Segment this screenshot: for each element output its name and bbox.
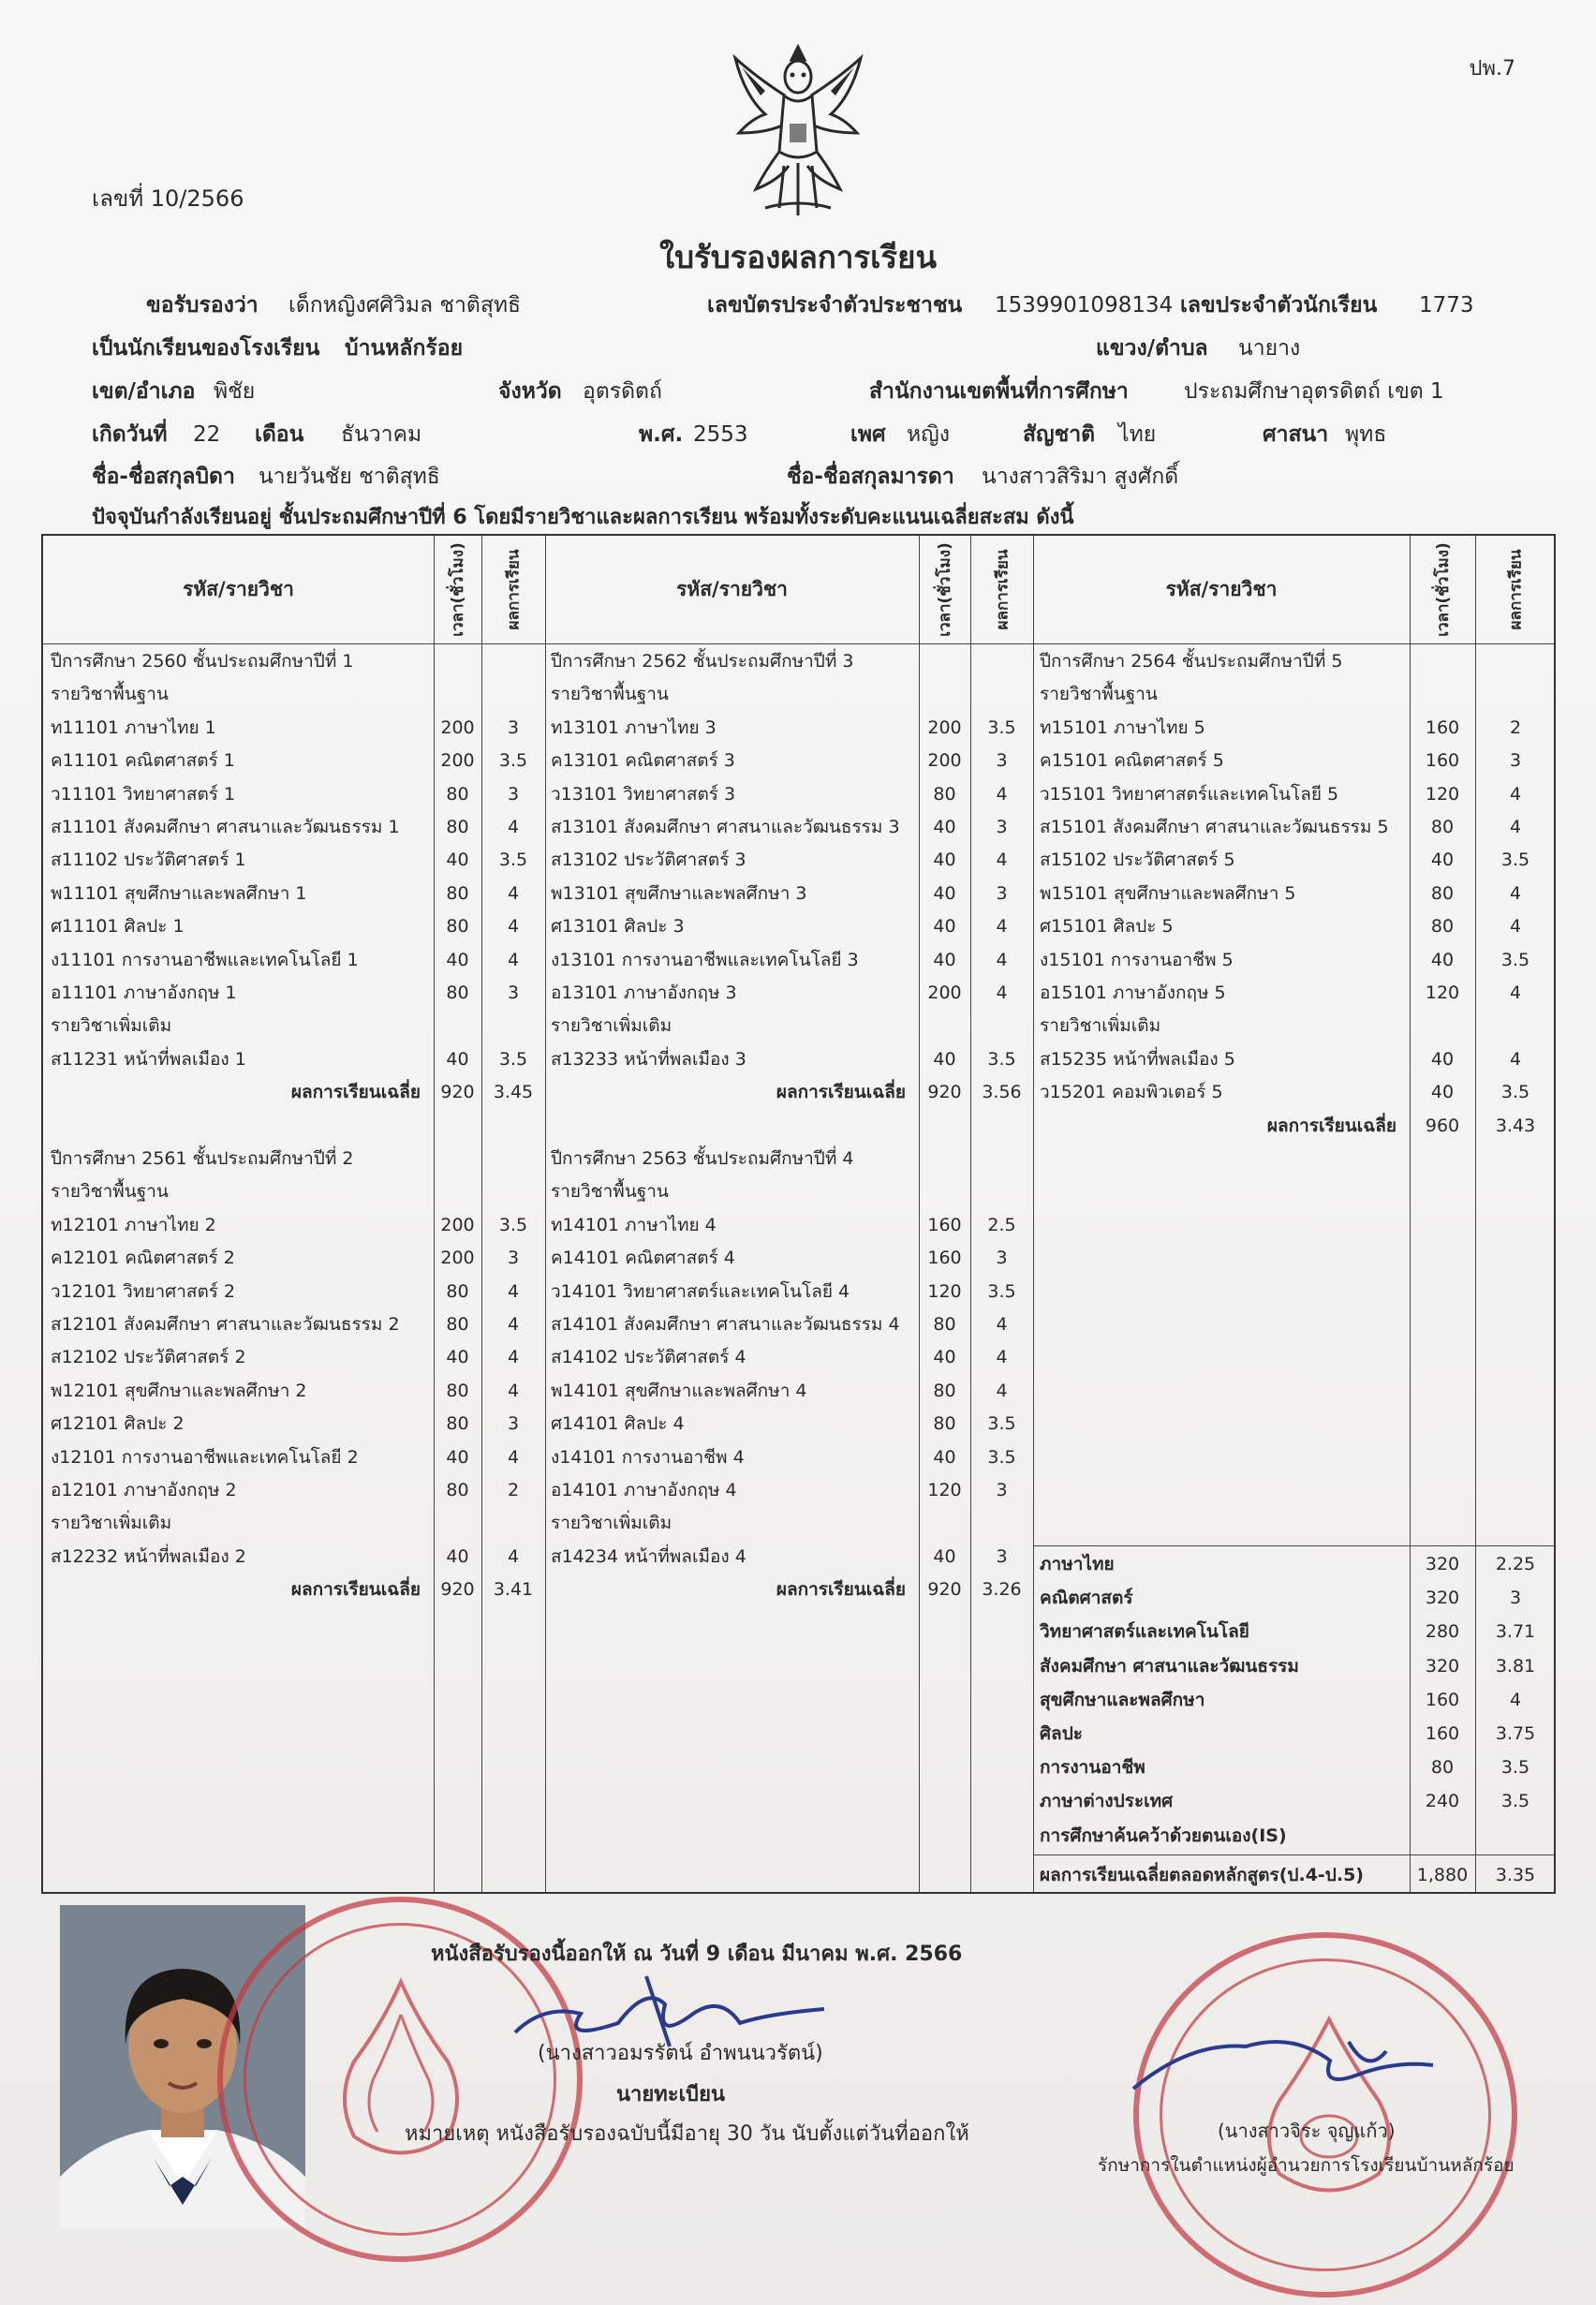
- section-heading: รายวิชาพื้นฐาน: [551, 1181, 669, 1203]
- subject-hours: 40: [1430, 949, 1455, 970]
- subject-grade: 4: [1509, 916, 1522, 938]
- garuda-emblem-icon: [728, 39, 868, 222]
- subject-hours: 40: [1430, 850, 1455, 871]
- area-office-label: สำนักงานเขตพื้นที่การศึกษา: [869, 379, 1129, 404]
- col-hours-header: เวลา(ชั่วโมง): [1433, 542, 1453, 637]
- subject-name: ค14101 คณิตศาสตร์ 4: [551, 1248, 735, 1269]
- subject-name: พ14101 สุขศึกษาและพลศึกษา 4: [551, 1380, 807, 1401]
- subject-grade: 3.5: [1500, 850, 1530, 871]
- subject-grade: 3: [996, 750, 1008, 772]
- section-heading: รายวิชาพื้นฐาน: [551, 684, 669, 705]
- subject-grade: 4: [507, 1446, 520, 1468]
- average-grade: 3.45: [493, 1082, 534, 1103]
- subject-grade: 3: [507, 717, 520, 738]
- subject-grade: 3: [507, 783, 520, 805]
- subject-group-name: การงานอาชีพ: [1040, 1757, 1145, 1779]
- subject-hours: 40: [1430, 1048, 1455, 1070]
- subject-hours: 40: [446, 850, 469, 871]
- subject-grade: 4: [507, 1545, 520, 1567]
- subject-name: ศ11101 ศิลปะ 1: [51, 916, 185, 938]
- subject-hours: 40: [446, 1347, 469, 1368]
- section-heading: รายวิชาเพิ่มเติม: [51, 1513, 172, 1534]
- overall-gpa-label: ผลการเรียนเฉลี่ยตลอดหลักสูตร(ป.4-ป.5): [1040, 1865, 1364, 1885]
- subject-name: ส12101 สังคมศึกษา ศาสนาและวัฒนธรรม 2: [51, 1314, 400, 1335]
- subject-grade: 3: [507, 1413, 520, 1435]
- subject-name: ส13233 หน้าที่พลเมือง 3: [551, 1048, 746, 1070]
- subject-grade: 3.5: [987, 1413, 1016, 1435]
- total-hours: 920: [927, 1082, 962, 1103]
- subject-name: ศ13101 ศิลปะ 3: [551, 916, 685, 938]
- registrar-name: (นางสาวอมรรัตน์ อำพนนวรัตน์): [538, 2042, 823, 2065]
- page-title: ใบรับรองผลการเรียน: [658, 239, 938, 275]
- subject-name: ส14234 หน้าที่พลเมือง 4: [551, 1545, 746, 1567]
- subject-name: ส11101 สังคมศึกษา ศาสนาและวัฒนธรรม 1: [51, 817, 400, 837]
- subject-hours: 200: [440, 1214, 475, 1235]
- total-hours: 920: [927, 1579, 962, 1601]
- subdistrict-label: แขวง/ตำบล: [1096, 336, 1208, 361]
- mother-name: นางสาวสิริมา สูงศักดิ์: [982, 465, 1179, 489]
- section-heading: รายวิชาเพิ่มเติม: [51, 1015, 172, 1037]
- average-label: ผลการเรียนเฉลี่ย: [290, 1579, 421, 1601]
- average-grade: 3.56: [982, 1082, 1022, 1103]
- subject-name: อ11101 ภาษาอังกฤษ 1: [51, 983, 237, 1003]
- registrar-title: นายทะเบียน: [616, 2083, 726, 2106]
- subject-grade: 4: [507, 1314, 520, 1335]
- subject-group-grade: 3: [1509, 1588, 1522, 1609]
- subject-name: ท12101 ภาษาไทย 2: [51, 1214, 216, 1235]
- total-hours: 920: [440, 1082, 475, 1103]
- subject-hours: 160: [927, 1248, 962, 1269]
- subject-grade: 4: [996, 916, 1008, 938]
- subject-name: ส15101 สังคมศึกษา ศาสนาและวัฒนธรรม 5: [1040, 817, 1389, 837]
- subject-group-name: ภาษาไทย: [1040, 1554, 1115, 1574]
- average-grade: 3.41: [493, 1579, 534, 1601]
- birth-day-label: เกิดวันที่: [92, 422, 168, 447]
- section-heading: ปีการศึกษา 2563 ชั้นประถมศึกษาปีที่ 4: [551, 1148, 854, 1169]
- subject-hours: 80: [446, 1480, 469, 1500]
- subject-grade: 4: [507, 817, 520, 837]
- subject-hours: 40: [933, 916, 956, 938]
- certify-label: ขอรับรองว่า: [146, 293, 259, 318]
- school-name: บ้านหลักร้อย: [345, 336, 464, 361]
- col-result-header: ผลการเรียน: [993, 549, 1012, 630]
- subject-hours: 40: [446, 1446, 469, 1468]
- subject-group-hours: 320: [1425, 1554, 1460, 1574]
- birth-month-label: เดือน: [255, 422, 304, 447]
- overall-gpa: 3.35: [1495, 1865, 1536, 1885]
- birth-month: ธันวาคม: [341, 422, 422, 447]
- subject-grade: 3: [996, 1545, 1008, 1567]
- average-grade: 3.43: [1495, 1115, 1536, 1136]
- overall-hours: 1,880: [1416, 1865, 1469, 1885]
- col-hours-header: เวลา(ชั่วโมง): [449, 542, 467, 637]
- subject-name: ง13101 การงานอาชีพและเทคโนโลยี 3: [551, 949, 859, 970]
- subject-hours: 80: [446, 783, 469, 805]
- subject-hours: 40: [933, 1048, 956, 1070]
- subject-hours: 40: [933, 850, 956, 871]
- subject-grade: 2.5: [987, 1214, 1016, 1235]
- subject-name: ส11102 ประวัติศาสตร์ 1: [51, 850, 246, 871]
- subject-hours: 200: [927, 717, 962, 738]
- subject-hours: 40: [933, 1446, 956, 1468]
- section-heading: ปีการศึกษา 2562 ชั้นประถมศึกษาปีที่ 3: [551, 651, 854, 672]
- col-subject-header: รหัส/รายวิชา: [183, 578, 294, 600]
- subject-hours: 80: [933, 783, 956, 805]
- subject-grade: 2: [507, 1480, 520, 1500]
- average-label: ผลการเรียนเฉลี่ย: [776, 1082, 906, 1103]
- subject-name: ท15101 ภาษาไทย 5: [1040, 717, 1205, 738]
- subject-hours: 200: [927, 983, 962, 1003]
- director-signature: [1115, 2004, 1452, 2107]
- subject-hours: 200: [440, 750, 475, 772]
- subject-name: ส12102 ประวัติศาสตร์ 2: [51, 1347, 246, 1368]
- subject-group-grade: 3.5: [1500, 1791, 1530, 1812]
- subject-group-hours: 160: [1425, 1723, 1460, 1744]
- average-label: ผลการเรียนเฉลี่ย: [290, 1082, 421, 1103]
- subject-group-name: วิทยาศาสตร์และเทคโนโลยี: [1040, 1621, 1249, 1643]
- issue-date: หนังสือรับรองนี้ออกให้ ณ วันที่ 9 เดือน มีนาคม พ.ศ. 2566: [431, 1943, 963, 1966]
- subject-grade: 2: [1509, 717, 1522, 738]
- subject-name: ส15102 ประวัติศาสตร์ 5: [1040, 850, 1235, 871]
- subject-name: ง15101 การงานอาชีพ 5: [1040, 949, 1234, 970]
- director-title: รักษาการในตำแหน่งผู้อำนวยการโรงเรียนบ้านหลักร้อย: [1098, 2155, 1515, 2176]
- document-number: เลขที่ 10/2566: [92, 185, 244, 212]
- subject-group-hours: 280: [1425, 1621, 1460, 1643]
- subject-name: ค11101 คณิตศาสตร์ 1: [51, 750, 235, 772]
- subject-name: ง14101 การงานอาชีพ 4: [551, 1446, 745, 1468]
- subject-name: ว15101 วิทยาศาสตร์และเทคโนโลยี 5: [1040, 783, 1339, 805]
- section-heading: รายวิชาเพิ่มเติม: [551, 1513, 672, 1534]
- subject-grade: 3: [996, 817, 1008, 837]
- district: พิชัย: [214, 379, 256, 404]
- subject-grade: 4: [996, 1380, 1008, 1401]
- subject-group-grade: 3.5: [1500, 1757, 1530, 1779]
- subject-group-name: ศิลปะ: [1040, 1723, 1083, 1744]
- subject-name: อ13101 ภาษาอังกฤษ 3: [551, 983, 737, 1003]
- subject-hours: 40: [933, 817, 956, 837]
- subject-hours: 120: [1425, 783, 1460, 805]
- subject-grade: 3.5: [987, 1280, 1016, 1302]
- subject-grade: 3: [996, 1480, 1008, 1500]
- total-hours: 920: [440, 1579, 475, 1601]
- subject-hours: 40: [933, 949, 956, 970]
- subject-hours: 40: [1430, 1082, 1455, 1103]
- section-heading: รายวิชาพื้นฐาน: [1040, 684, 1158, 705]
- subject-name: ส14101 สังคมศึกษา ศาสนาและวัฒนธรรม 4: [551, 1314, 900, 1335]
- subject-grade: 3: [507, 983, 520, 1003]
- form-code: ปพ.7: [1469, 57, 1515, 81]
- average-label: ผลการเรียนเฉลี่ย: [776, 1579, 906, 1601]
- subject-hours: 160: [927, 1214, 962, 1235]
- subject-grade: 4: [507, 1347, 520, 1368]
- subject-hours: 80: [1430, 916, 1455, 938]
- subject-name: พ13101 สุขศึกษาและพลศึกษา 3: [551, 882, 807, 904]
- section-heading: ปีการศึกษา 2564 ชั้นประถมศึกษาปีที่ 5: [1040, 651, 1343, 672]
- student-name: เด็กหญิงศศิวิมล ชาติสุทธิ: [288, 293, 522, 318]
- student-id: 1773: [1419, 293, 1474, 318]
- father-label: ชื่อ-ชื่อสกุลบิดา: [92, 465, 235, 489]
- nationality-label: สัญชาติ: [1023, 422, 1096, 447]
- subject-name: พ15101 สุขศึกษาและพลศึกษา 5: [1040, 882, 1296, 904]
- subject-name: ศ15101 ศิลปะ 5: [1040, 916, 1174, 938]
- subject-group-name: สุขศึกษาและพลศึกษา: [1040, 1689, 1205, 1710]
- subject-name: ท13101 ภาษาไทย 3: [551, 717, 717, 738]
- section-heading: รายวิชาเพิ่มเติม: [551, 1015, 672, 1037]
- subject-grade: 3.5: [498, 850, 528, 871]
- subject-grade: 4: [1509, 983, 1522, 1003]
- subject-group-name: คณิตศาสตร์: [1040, 1588, 1133, 1609]
- subject-name: ค15101 คณิตศาสตร์ 5: [1040, 750, 1224, 772]
- subject-grade: 3.5: [1500, 949, 1530, 970]
- subject-grade: 3.5: [987, 1048, 1016, 1070]
- mother-label: ชื่อ-ชื่อสกุลมารดา: [787, 465, 954, 489]
- subject-group-grade: 3.71: [1495, 1621, 1536, 1643]
- subject-grade: 4: [996, 1314, 1008, 1335]
- subject-name: ว14101 วิทยาศาสตร์และเทคโนโลยี 4: [551, 1280, 850, 1302]
- subject-grade: 3.5: [498, 1048, 528, 1070]
- subject-hours: 40: [446, 949, 469, 970]
- subject-hours: 40: [446, 1545, 469, 1567]
- subject-hours: 80: [933, 1380, 956, 1401]
- subject-name: ว13101 วิทยาศาสตร์ 3: [551, 783, 736, 805]
- subject-name: ส13102 ประวัติศาสตร์ 3: [551, 850, 746, 871]
- grade-table: [41, 534, 1556, 1894]
- subject-grade: 3: [1509, 750, 1522, 772]
- subject-hours: 40: [933, 1545, 956, 1567]
- subject-hours: 160: [1425, 717, 1460, 738]
- subject-grade: 3: [996, 1248, 1008, 1269]
- subject-group-grade: 4: [1509, 1689, 1522, 1710]
- sex-label: เพศ: [850, 422, 886, 447]
- subject-grade: 4: [507, 1380, 520, 1401]
- school-stamp-right: [1133, 1932, 1517, 2298]
- subject-name: ส12232 หน้าที่พลเมือง 2: [51, 1545, 246, 1567]
- subject-grade: 4: [996, 783, 1008, 805]
- subject-group-name: ภาษาต่างประเทศ: [1040, 1791, 1174, 1812]
- col-hours-header: เวลา(ชั่วโมง): [936, 542, 954, 637]
- subject-name: ส13101 สังคมศึกษา ศาสนาและวัฒนธรรม 3: [551, 817, 900, 837]
- section-heading: ปีการศึกษา 2561 ชั้นประถมศึกษาปีที่ 2: [51, 1148, 354, 1169]
- subject-hours: 120: [1425, 983, 1460, 1003]
- subject-name: ศ12101 ศิลปะ 2: [51, 1413, 185, 1435]
- subject-grade: 4: [1509, 783, 1522, 805]
- subject-group-grade: 3.81: [1495, 1655, 1536, 1677]
- subject-hours: 80: [1430, 817, 1455, 837]
- col-result-header: ผลการเรียน: [1506, 549, 1526, 630]
- section-heading: ปีการศึกษา 2560 ชั้นประถมศึกษาปีที่ 1: [51, 651, 354, 672]
- school-label: เป็นนักเรียนของโรงเรียน: [92, 336, 320, 361]
- province-label: จังหวัด: [498, 379, 562, 404]
- subject-name: อ14101 ภาษาอังกฤษ 4: [551, 1480, 737, 1500]
- birth-year: 2553: [693, 422, 748, 447]
- subject-hours: 120: [927, 1480, 962, 1500]
- subject-hours: 80: [446, 916, 469, 938]
- subject-hours: 200: [927, 750, 962, 772]
- subject-hours: 80: [446, 817, 469, 837]
- subject-hours: 80: [933, 1314, 956, 1335]
- subject-grade: 4: [507, 1280, 520, 1302]
- subject-name: ค12101 คณิตศาสตร์ 2: [51, 1248, 235, 1269]
- subject-grade: 4: [996, 850, 1008, 871]
- subject-name: ง11101 การงานอาชีพและเทคโนโลยี 1: [51, 949, 359, 970]
- subject-group-hours: 320: [1425, 1655, 1460, 1677]
- province: อุตรดิตถ์: [583, 379, 662, 404]
- average-grade: 3.26: [982, 1579, 1022, 1601]
- subject-name: ค13101 คณิตศาสตร์ 3: [551, 750, 735, 772]
- birth-day: 22: [193, 422, 221, 447]
- id-card-number: 1539901098134: [995, 293, 1174, 318]
- subject-hours: 80: [446, 882, 469, 904]
- subject-name: ว15201 คอมพิวเตอร์ 5: [1040, 1082, 1223, 1103]
- subject-name: ท14101 ภาษาไทย 4: [551, 1214, 717, 1235]
- subject-grade: 4: [1509, 817, 1522, 837]
- subject-name: พ11101 สุขศึกษาและพลศึกษา 1: [51, 882, 307, 904]
- father-name: นายวันชัย ชาติสุทธิ: [259, 465, 440, 489]
- subject-hours: 80: [446, 1380, 469, 1401]
- subject-hours: 120: [927, 1280, 962, 1302]
- subject-grade: 4: [996, 1347, 1008, 1368]
- area-office: ประถมศึกษาอุตรดิตถ์ เขต 1: [1184, 379, 1444, 404]
- subject-grade: 4: [1509, 1048, 1522, 1070]
- subject-group-name: สังคมศึกษา ศาสนาและวัฒนธรรม: [1040, 1655, 1299, 1677]
- subject-name: อ15101 ภาษาอังกฤษ 5: [1040, 983, 1226, 1003]
- subject-hours: 40: [933, 1347, 956, 1368]
- subject-grade: 3.5: [498, 1214, 528, 1235]
- id-card-label: เลขบัตรประจำตัวประชาชน: [707, 293, 963, 318]
- subject-grade: 4: [1509, 882, 1522, 904]
- subject-name: ศ14101 ศิลปะ 4: [551, 1413, 685, 1435]
- subject-grade: 3.5: [1500, 1082, 1530, 1103]
- subject-name: ว11101 วิทยาศาสตร์ 1: [51, 783, 236, 805]
- subject-name: อ12101 ภาษาอังกฤษ 2: [51, 1480, 237, 1500]
- subject-grade: 3.5: [498, 750, 528, 772]
- subject-hours: 80: [446, 1280, 469, 1302]
- religion-label: ศาสนา: [1263, 422, 1329, 447]
- subject-hours: 80: [446, 1413, 469, 1435]
- subject-name: ส15235 หน้าที่พลเมือง 5: [1040, 1048, 1235, 1070]
- student-id-label: เลขประจำตัวนักเรียน: [1180, 293, 1378, 318]
- subject-hours: 80: [933, 1413, 956, 1435]
- subject-group-grade: 3.75: [1495, 1723, 1536, 1744]
- nationality: ไทย: [1118, 422, 1157, 447]
- subject-grade: 4: [996, 949, 1008, 970]
- subject-grade: 3: [996, 882, 1008, 904]
- subject-hours: 80: [446, 1314, 469, 1335]
- subject-hours: 200: [440, 1248, 475, 1269]
- subject-group-grade: 2.25: [1495, 1554, 1536, 1574]
- subject-group-hours: 80: [1430, 1757, 1455, 1779]
- director-name: (นางสาวจิระ จุญแก้ว): [1218, 2120, 1396, 2142]
- subject-grade: 3: [507, 1248, 520, 1269]
- subject-hours: 160: [1425, 750, 1460, 772]
- col-result-header: ผลการเรียน: [504, 549, 524, 630]
- subject-group-hours: 320: [1425, 1588, 1460, 1609]
- average-label: ผลการเรียนเฉลี่ย: [1266, 1115, 1396, 1136]
- sex: หญิง: [907, 422, 950, 447]
- subject-hours: 80: [446, 983, 469, 1003]
- subject-name: ส11231 หน้าที่พลเมือง 1: [51, 1048, 246, 1070]
- col-subject-header: รหัส/รายวิชา: [676, 578, 788, 600]
- current-statement: ปัจจุบันกำลังเรียนอยู่ ชั้นประถมศึกษาปีที่ 6 โดยมีรายวิชาและผลการเรียน พร้อมทั้งระดับคะแนนเฉลี่ยสะสม ดังนี้: [92, 506, 1074, 529]
- section-heading: รายวิชาเพิ่มเติม: [1040, 1015, 1161, 1037]
- subject-name: ส14102 ประวัติศาสตร์ 4: [551, 1347, 746, 1368]
- subject-group-hours: 160: [1425, 1689, 1460, 1710]
- subject-name: ง12101 การงานอาชีพและเทคโนโลยี 2: [51, 1446, 359, 1468]
- subject-name: ท11101 ภาษาไทย 1: [51, 717, 216, 738]
- total-hours: 960: [1425, 1115, 1460, 1136]
- subject-grade: 3.5: [987, 1446, 1016, 1468]
- birth-year-label: พ.ศ.: [639, 422, 684, 447]
- subject-hours: 40: [933, 882, 956, 904]
- subject-grade: 4: [507, 882, 520, 904]
- subdistrict: นายาง: [1238, 336, 1301, 361]
- subject-grade: 4: [996, 983, 1008, 1003]
- subject-group-name: การศึกษาค้นคว้าด้วยตนเอง(IS): [1040, 1825, 1287, 1846]
- section-heading: รายวิชาพื้นฐาน: [51, 1181, 169, 1203]
- subject-name: ว12101 วิทยาศาสตร์ 2: [51, 1280, 236, 1302]
- subject-grade: 4: [507, 916, 520, 938]
- subject-name: พ12101 สุขศึกษาและพลศึกษา 2: [51, 1380, 307, 1401]
- religion: พุทธ: [1345, 422, 1387, 447]
- subject-hours: 40: [446, 1048, 469, 1070]
- subject-group-hours: 240: [1425, 1791, 1460, 1812]
- section-heading: รายวิชาพื้นฐาน: [51, 684, 169, 705]
- validity-note: หมายเหตุ หนังสือรับรองฉบับนี้มีอายุ 30 วัน นับตั้งแต่วันที่ออกให้: [405, 2122, 969, 2146]
- subject-hours: 200: [440, 717, 475, 738]
- district-label: เขต/อำเภอ: [92, 379, 196, 404]
- col-subject-header: รหัส/รายวิชา: [1165, 578, 1278, 600]
- subject-grade: 4: [507, 949, 520, 970]
- subject-grade: 3.5: [987, 717, 1016, 738]
- subject-hours: 80: [1430, 882, 1455, 904]
